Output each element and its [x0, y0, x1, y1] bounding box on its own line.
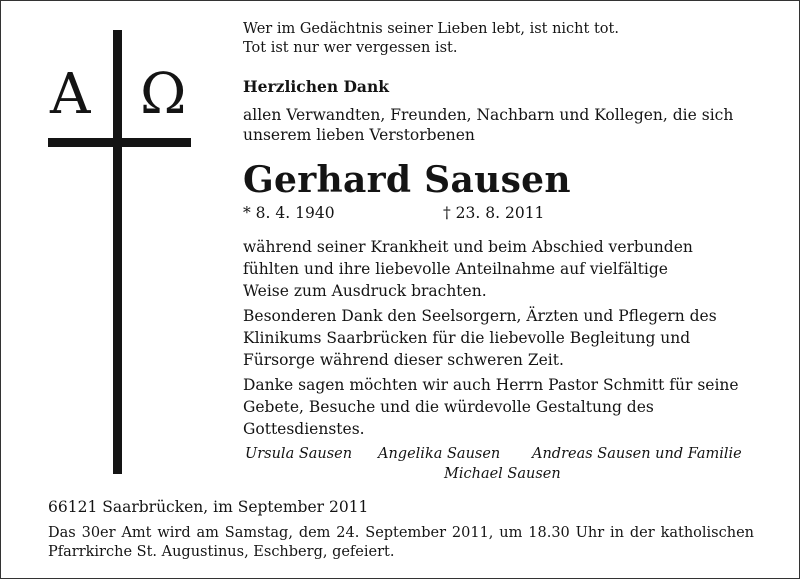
signature-ursula: Ursula Sausen: [245, 446, 353, 462]
alpha-symbol: Α: [50, 62, 91, 127]
omega-symbol: Ω: [140, 62, 187, 127]
deceased-name: Gerhard Sausen: [243, 159, 571, 201]
intro-line-2: unserem lieben Verstorbenen: [243, 126, 475, 144]
para1-line-2: fühlten und ihre liebevolle Anteilnahme auf vielfältige: [243, 260, 668, 278]
intro-line-1: allen Verwandten, Freunden, Nachbarn und Kollegen, die sich: [243, 106, 734, 124]
cross-vertical-bar: [113, 30, 122, 474]
signature-michael: Michael Sausen: [444, 466, 561, 482]
para3-line-1: Danke sagen möchten wir auch Herrn Pastor Schmitt für seine: [243, 376, 739, 394]
thanks-heading: Herzlichen Dank: [243, 77, 389, 96]
birth-date: * 8. 4. 1940: [243, 204, 335, 222]
cross-horizontal-bar: [48, 138, 191, 147]
para3-line-3: Gottesdienstes.: [243, 420, 365, 438]
death-date: † 23. 8. 2011: [443, 204, 545, 222]
quote-line-2: Tot ist nur wer vergessen ist.: [243, 40, 458, 56]
notice-line-1: Das 30er Amt wird am Samstag, dem 24. September 2011, um 18.30 Uhr in der katholischen: [48, 525, 754, 541]
para2-line-1: Besonderen Dank den Seelsorgern, Ärzten und Pflegern des: [243, 307, 717, 325]
para1-line-3: Weise zum Ausdruck brachten.: [243, 282, 487, 300]
signature-angelika: Angelika Sausen: [378, 446, 501, 462]
para2-line-3: Fürsorge während dieser schweren Zeit.: [243, 351, 564, 369]
quote-line-1: Wer im Gedächtnis seiner Lieben lebt, ist nicht tot.: [243, 21, 619, 37]
notice-line-2: Pfarrkirche St. Augustinus, Eschberg, gefeiert.: [48, 544, 395, 560]
para1-line-1: während seiner Krankheit und beim Abschied verbunden: [243, 238, 693, 256]
para2-line-2: Klinikums Saarbrücken für die liebevolle Begleitung und: [243, 329, 691, 347]
mass-notice: [48, 524, 754, 562]
signature-andreas: Andreas Sausen und Familie: [532, 446, 742, 462]
para3-line-2: Gebete, Besuche und die würdevolle Gestaltung des: [243, 398, 654, 416]
place-date: 66121 Saarbrücken, im September 2011: [48, 498, 369, 516]
